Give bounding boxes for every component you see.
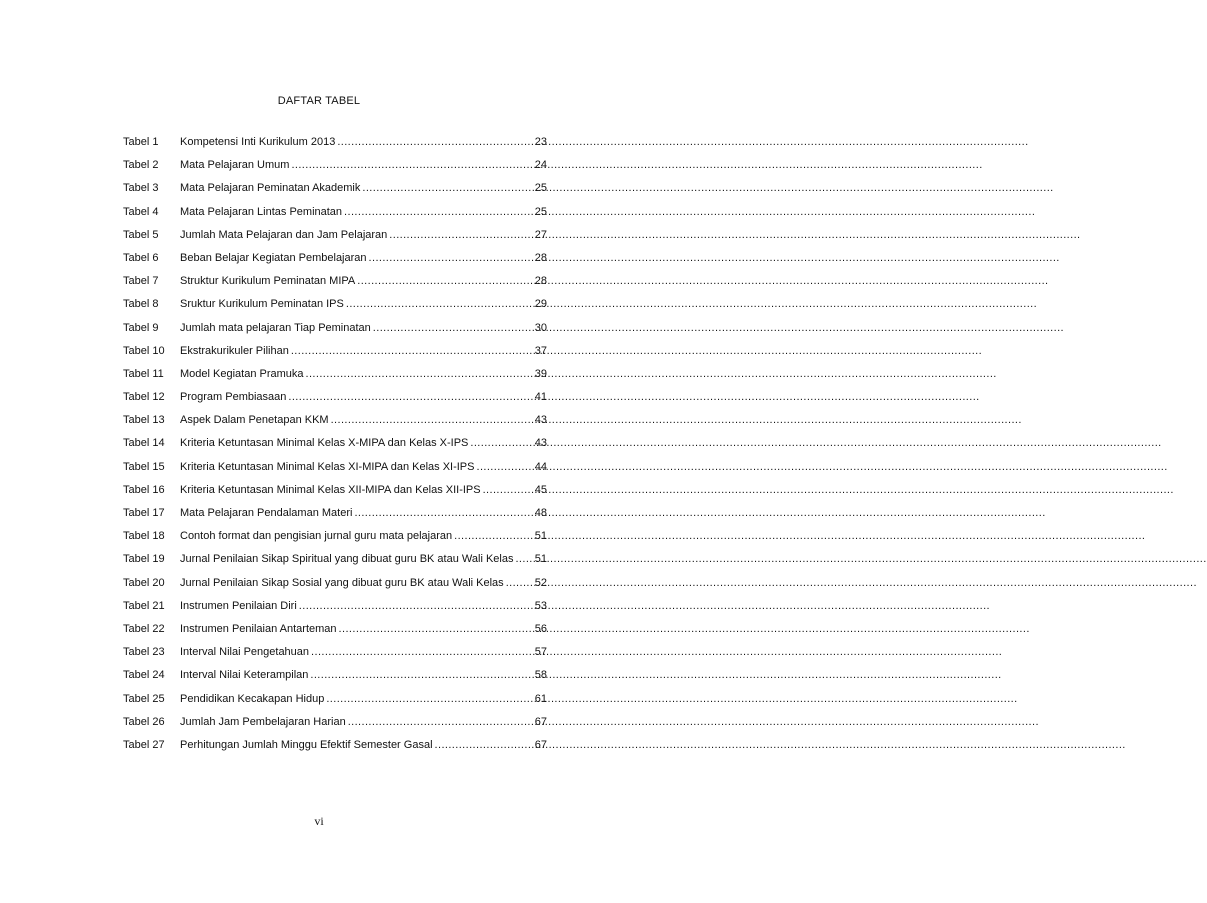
toc-entry-label: Tabel 27 [123,738,165,751]
dot-leader [331,414,533,426]
toc-entry-label: Tabel 24 [123,669,165,682]
toc-entry-page: 41 [534,391,547,404]
toc-entry [123,484,547,507]
toc-entry-page: 30 [534,321,547,334]
dot-leader [291,159,532,171]
toc-entry [123,739,547,762]
toc-entry-title: Ekstrakurikuler Pilihan [180,344,289,357]
toc-entry [123,252,547,275]
toc-entry-page: 67 [534,715,547,728]
toc-entry-title: Kriteria Ketuntasan Minimal Kelas XII-MIPA dan Kelas XII-IPS [180,483,481,496]
toc-entry-title: Contoh format dan pengisian jurnal guru mata pelajaran [180,530,453,543]
toc-entry-title: Instrumen Penilaian Antarteman [180,622,337,635]
dot-leader [435,739,533,751]
toc-entry-label: Tabel 19 [123,553,165,566]
toc-entry-title: Jurnal Penilaian Sikap Spiritual yang dibuat guru BK atau Wali Kelas [180,553,514,566]
toc-entry-page: 45 [534,483,547,496]
toc-entry [123,530,547,553]
toc-entry-label: Tabel 14 [123,437,165,450]
toc-entry-page: 27 [534,228,547,241]
toc-entry [123,437,547,460]
toc-entry-page: 44 [534,460,547,473]
toc-entry-page: 43 [534,414,547,427]
dot-leader [373,322,533,334]
toc-entry-label: Tabel 17 [123,507,165,519]
table-of-tables [123,136,547,762]
dot-leader [344,206,533,218]
toc-entry [123,553,547,576]
toc-entry-title: Sruktur Kurikulum Peminatan IPS [180,298,344,311]
toc-entry-page: 23 [534,136,547,148]
toc-entry-label: Tabel 5 [123,228,159,241]
toc-entry-label: Tabel 6 [123,251,159,264]
toc-entry-title: Jumlah mata pelajaran Tiap Peminatan [180,321,371,334]
dot-leader [362,182,532,194]
toc-entry-page: 57 [534,646,547,659]
toc-entry-label: Tabel 7 [123,275,159,288]
toc-entry [123,322,547,345]
toc-entry [123,229,547,252]
dot-leader [515,553,532,565]
toc-entry-title: Perhitungan Jumlah Minggu Efektif Semester Gasal [180,738,433,751]
dot-leader [311,646,533,658]
toc-entry [123,600,547,623]
toc-entry-title: Program Pembiasaan [180,391,287,404]
dot-leader [326,693,532,705]
toc-entry-page: 43 [534,437,547,450]
toc-entry [123,693,547,716]
toc-entry [123,206,547,229]
page-number: vi [314,814,324,828]
toc-entry-title: Kriteria Ketuntasan Minimal Kelas XI-MIPA dan Kelas XI-IPS [180,460,475,473]
toc-entry-label: Tabel 18 [123,530,165,543]
toc-entry-title: Mata Pelajaran Lintas Peminatan [180,205,343,218]
toc-entry-title: Jumlah Jam Pembelajaran Harian [180,715,346,728]
toc-entry-page: 56 [534,622,547,635]
dot-leader [506,577,533,589]
toc-entry [123,461,547,484]
toc-entry-page: 51 [534,530,547,543]
toc-entry-title: Kompetensi Inti Kurikulum 2013 [180,136,336,148]
dot-leader [337,136,532,148]
toc-entry-page: 67 [534,738,547,751]
toc-entry-label: Tabel 13 [123,414,165,427]
toc-entry-label: Tabel 12 [123,391,165,404]
toc-entry [123,507,547,530]
toc-entry [123,368,547,391]
toc-entry-label: Tabel 16 [123,483,165,496]
dot-leader [354,507,532,519]
dot-leader [291,345,533,357]
toc-entry-title: Interval Nilai Pengetahuan [180,646,310,659]
toc-entry-title: Beban Belajar Kegiatan Pembelajaran [180,251,367,264]
toc-entry-label: Tabel 9 [123,321,159,334]
toc-entry-label: Tabel 21 [123,599,165,612]
toc-entry-label: Tabel 2 [123,159,159,172]
toc-entry [123,646,547,669]
dot-leader [288,391,532,403]
toc-entry-label: Tabel 22 [123,622,165,635]
toc-entry-page: 28 [534,251,547,264]
toc-entry-label: Tabel 23 [123,646,165,659]
toc-entry-title: Model Kegiatan Pramuka [180,367,304,380]
toc-entry-page: 25 [534,182,547,195]
toc-entry [123,577,547,600]
toc-entry-page: 37 [534,344,547,357]
dot-leader [348,716,533,728]
toc-entry-title: Mata Pelajaran Umum [180,159,290,172]
toc-entry-label: Tabel 1 [123,136,159,148]
toc-entry-label: Tabel 11 [123,367,164,380]
toc-entry-page: 25 [534,205,547,218]
toc-entry-page: 24 [534,159,547,172]
toc-entry-label: Tabel 3 [123,182,159,195]
toc-entry [123,182,547,205]
toc-entry-title: Mata Pelajaran Pendalaman Materi [180,507,353,519]
toc-entry-title: Struktur Kurikulum Peminatan MIPA [180,275,356,288]
dot-leader [299,600,533,612]
toc-entry-label: Tabel 8 [123,298,159,311]
toc-entry [123,623,547,646]
toc-entry-page: 48 [534,507,547,519]
toc-entry-label: Tabel 15 [123,460,165,473]
dot-leader [346,298,533,310]
toc-entry-title: Kriteria Ketuntasan Minimal Kelas X-MIPA dan Kelas X-IPS [180,437,469,450]
toc-entry-label: Tabel 25 [123,692,165,705]
toc-entry-page: 58 [534,669,547,682]
toc-entry [123,275,547,298]
toc-entry [123,136,547,159]
toc-entry-title: Mata Pelajaran Peminatan Akademik [180,182,361,195]
toc-entry [123,391,547,414]
dot-leader [369,252,533,264]
toc-entry-page: 53 [534,599,547,612]
dot-leader [454,530,533,542]
dot-leader [389,229,532,241]
toc-entry-title: Jurnal Penilaian Sikap Sosial yang dibuat guru BK atau Wali Kelas [180,576,504,589]
toc-entry-label: Tabel 20 [123,576,165,589]
toc-entry-label: Tabel 26 [123,715,165,728]
toc-entry [123,159,547,182]
dot-leader [470,437,532,449]
toc-entry-label: Tabel 10 [123,344,165,357]
toc-entry-page: 61 [534,692,547,705]
toc-entry-title: Aspek Dalam Penetapan KKM [180,414,329,427]
toc-entry [123,669,547,692]
toc-entry-title: Interval Nilai Keterampilan [180,669,309,682]
toc-entry [123,345,547,368]
page-title: DAFTAR TABEL [277,95,361,107]
dot-leader [306,368,533,380]
dot-leader [483,484,533,496]
dot-leader [476,461,532,473]
toc-entry-page: 51 [534,553,547,566]
toc-entry-title: Instrumen Penilaian Diri [180,599,297,612]
toc-entry-page: 39 [534,367,547,380]
toc-entry [123,716,547,739]
toc-entry-label: Tabel 4 [123,205,159,218]
toc-entry-title: Pendidikan Kecakapan Hidup [180,692,325,705]
dot-leader [339,623,533,635]
toc-entry-page: 28 [534,275,547,288]
toc-entry-title: Jumlah Mata Pelajaran dan Jam Pelajaran [180,228,388,241]
toc-entry [123,414,547,437]
toc-entry [123,298,547,321]
dot-leader [310,669,532,681]
toc-entry-page: 52 [534,576,547,589]
dot-leader [357,275,533,287]
toc-entry-page: 29 [534,298,547,311]
